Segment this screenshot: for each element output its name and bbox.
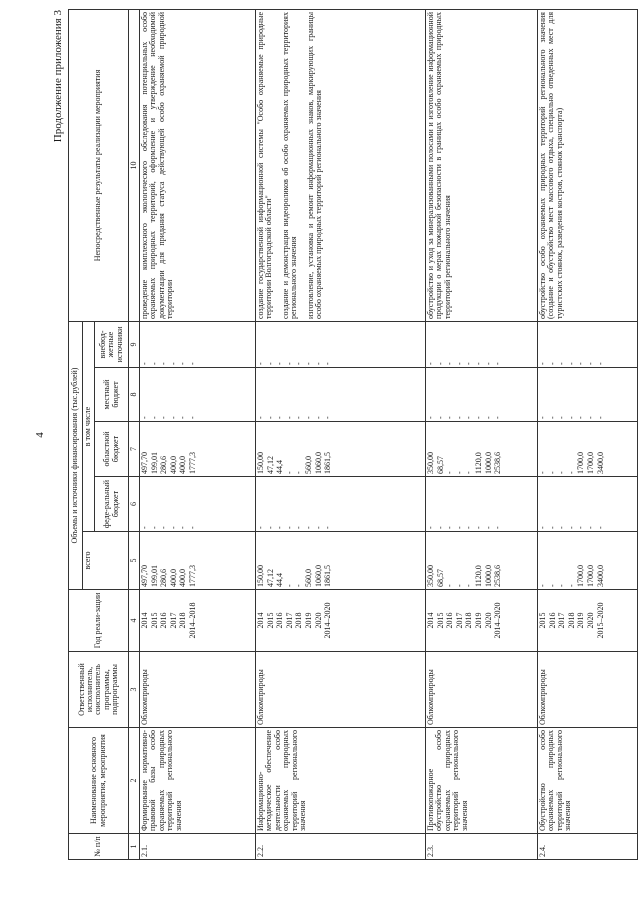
total-value: -: [454, 584, 464, 587]
year-value: 2020: [313, 612, 323, 629]
header-results: Непосредственные результаты реализации мероприятия: [69, 10, 129, 322]
federal-value: -: [483, 526, 493, 529]
local-value: -: [454, 416, 464, 419]
year-value: 2019: [473, 612, 483, 629]
column-number: 4: [129, 590, 140, 652]
federal-value: -: [265, 526, 275, 529]
federal-cell: [538, 477, 638, 532]
federal-value: -: [566, 526, 576, 529]
local-value: -: [284, 416, 294, 419]
local-value: -: [585, 416, 595, 419]
year-value: 2020: [585, 612, 595, 629]
extra-value: -: [576, 362, 586, 365]
header-no: № п/п: [69, 834, 129, 860]
result-paragraph: создание и демонстрация видеороликов об особо охраняемых природных территориях регионального значения: [280, 12, 299, 319]
executor-cell: Облкомприроды: [426, 652, 538, 728]
local-value: -: [426, 416, 435, 419]
local-value: -: [576, 416, 586, 419]
header-executor: Ответственный исполнитель, соисполнитель программы, подпрограммы: [69, 652, 129, 728]
federal-value: -: [187, 526, 197, 529]
year-value: 2015: [538, 612, 547, 629]
extra-value: -: [265, 362, 275, 365]
local-value: -: [256, 416, 265, 419]
regional-value: 350,00: [426, 452, 435, 474]
total-value: -: [464, 584, 474, 587]
year-value: 2018: [178, 612, 188, 629]
federal-value: -: [303, 526, 313, 529]
year-value: 2016: [159, 612, 169, 629]
total-value: 68,57: [435, 569, 445, 587]
extra-value: -: [454, 362, 464, 365]
local-value: -: [313, 416, 323, 419]
year-value: 2014–2020: [323, 602, 333, 639]
measure-name: Обустройство особо охраняемых природных территорий регионального значения: [538, 728, 638, 834]
result-paragraph: изготовление, установка и ремонт информационных знаков, маркирующих границы особо охраняемых природных территорий регионального значения: [305, 12, 323, 319]
total-value: 1700,0: [576, 565, 586, 587]
year-value: 2017: [168, 612, 178, 629]
regional-value: 1120,0: [473, 452, 483, 474]
federal-value: -: [149, 526, 159, 529]
row-number: 2.3.: [426, 834, 538, 860]
extra-value: -: [303, 362, 313, 365]
row-number: 2.4.: [538, 834, 638, 860]
year-cell: [426, 590, 538, 652]
regional-cell: [538, 422, 638, 477]
header-federal: феде-ральный бюджет: [95, 477, 129, 532]
local-value: -: [168, 416, 178, 419]
column-number: 5: [129, 532, 140, 590]
federal-value: -: [454, 526, 464, 529]
header-year: Год реали-зации: [69, 590, 129, 652]
total-value: 1777,3: [187, 565, 197, 587]
year-value: 2016: [445, 612, 455, 629]
regional-cell: [140, 422, 256, 477]
extra-value: -: [187, 362, 197, 365]
extra-value: -: [426, 362, 435, 365]
local-value: -: [538, 416, 547, 419]
result-paragraph: создание государственной информационной системы "Особо охраняемые природные территории Волгоградской области": [256, 12, 274, 319]
extra-value: -: [256, 362, 265, 365]
extra-value: -: [168, 362, 178, 365]
federal-value: -: [313, 526, 323, 529]
total-value: -: [294, 584, 304, 587]
total-value: -: [557, 584, 567, 587]
local-value: -: [493, 416, 503, 419]
total-value: -: [284, 584, 294, 587]
local-value: -: [275, 416, 285, 419]
header-financing: Объемы и источники финансирования (тыс.рублей): [69, 322, 83, 590]
regional-cell: [426, 422, 538, 477]
federal-value: -: [159, 526, 169, 529]
regional-value: 44,4: [275, 460, 285, 474]
extra-cell: [256, 322, 426, 368]
total-value: -: [445, 584, 455, 587]
federal-value: -: [323, 526, 333, 529]
page-number: 4: [34, 432, 46, 438]
local-value: -: [473, 416, 483, 419]
local-value: -: [159, 416, 169, 419]
regional-value: 47,12: [265, 456, 275, 474]
extra-value: -: [493, 362, 503, 365]
regional-cell: [256, 422, 426, 477]
local-value: -: [303, 416, 313, 419]
extra-cell: [426, 322, 538, 368]
table-row: [538, 10, 638, 860]
local-value: -: [140, 416, 149, 419]
year-cell: [256, 590, 426, 652]
result-paragraph: обустройство особо охраняемых природных территорий регионального значения (создание и обустройство мест массового отдыха, специально отведенных мест для туристских стоянок, разведения костров, стоянок транспорта): [538, 12, 564, 319]
federal-value: -: [284, 526, 294, 529]
extra-value: -: [435, 362, 445, 365]
regional-value: 400,0: [168, 456, 178, 474]
regional-value: -: [538, 471, 547, 474]
local-value: -: [265, 416, 275, 419]
results-cell: [538, 10, 638, 322]
extra-cell: [140, 322, 256, 368]
extra-value: -: [585, 362, 595, 365]
extra-value: -: [323, 362, 333, 365]
regional-value: -: [547, 471, 557, 474]
year-value: 2018: [464, 612, 474, 629]
local-value: -: [445, 416, 455, 419]
extra-value: -: [140, 362, 149, 365]
header-extra: внебюд-жетные источники: [95, 322, 129, 368]
regional-value: 1777,3: [187, 452, 197, 474]
local-value: -: [483, 416, 493, 419]
total-value: 280,6: [159, 569, 169, 587]
extra-value: -: [149, 362, 159, 365]
column-number: 1: [129, 834, 140, 860]
row-number: 2.1.: [140, 834, 256, 860]
year-value: 2014–2018: [187, 602, 197, 639]
extra-value: -: [538, 362, 547, 365]
extra-value: -: [566, 362, 576, 365]
total-value: 1700,0: [585, 565, 595, 587]
total-cell: [256, 532, 426, 590]
table-row: [426, 10, 538, 860]
year-value: 2018: [566, 612, 576, 629]
executor-cell: Облкомприроды: [538, 652, 638, 728]
total-value: 1060,0: [313, 565, 323, 587]
total-value: 400,0: [168, 569, 178, 587]
year-value: 2017: [284, 612, 294, 629]
local-value: -: [547, 416, 557, 419]
column-number: 7: [129, 422, 140, 477]
total-value: 1000,0: [483, 565, 493, 587]
regional-value: -: [557, 471, 567, 474]
header-total: всего: [83, 532, 129, 590]
column-number: 10: [129, 10, 140, 322]
year-value: 2015–2020: [595, 602, 605, 639]
regional-value: 280,6: [159, 456, 169, 474]
total-cell: [140, 532, 256, 590]
regional-value: -: [294, 471, 304, 474]
extra-value: -: [313, 362, 323, 365]
total-cell: [426, 532, 538, 590]
year-value: 2020: [483, 612, 493, 629]
regional-value: 560,0: [303, 456, 313, 474]
federal-value: -: [435, 526, 445, 529]
rotated-page: [30, 10, 630, 860]
total-cell: [538, 532, 638, 590]
federal-value: -: [576, 526, 586, 529]
federal-cell: [140, 477, 256, 532]
year-value: 2014: [426, 612, 435, 629]
federal-value: -: [445, 526, 455, 529]
federal-value: -: [473, 526, 483, 529]
year-value: 2017: [557, 612, 567, 629]
column-number: 9: [129, 322, 140, 368]
federal-value: -: [557, 526, 567, 529]
executor-cell: Облкомприроды: [256, 652, 426, 728]
federal-cell: [256, 477, 426, 532]
program-table: [68, 9, 638, 860]
row-number: 2.2.: [256, 834, 426, 860]
regional-value: 497,70: [140, 452, 149, 474]
measure-name: Информационно-методическое обеспечение деятельности особо охраняемых природных территорий регионального значения: [256, 728, 426, 834]
federal-value: -: [178, 526, 188, 529]
total-value: 350,00: [426, 565, 435, 587]
regional-value: 150,00: [256, 452, 265, 474]
local-value: -: [595, 416, 605, 419]
regional-value: 68,57: [435, 456, 445, 474]
federal-value: -: [140, 526, 149, 529]
column-number: 8: [129, 368, 140, 422]
header-incl: в том числе: [83, 322, 95, 532]
federal-value: -: [256, 526, 265, 529]
local-value: -: [435, 416, 445, 419]
year-value: 2014–2020: [493, 602, 503, 639]
regional-value: 400,0: [178, 456, 188, 474]
table-row: [256, 10, 426, 860]
year-value: 2018: [294, 612, 304, 629]
appendix-subtitle: Продолжение приложения 3: [52, 10, 64, 143]
regional-value: -: [454, 471, 464, 474]
results-cell: [256, 10, 426, 322]
table-row: [140, 10, 256, 860]
extra-value: -: [275, 362, 285, 365]
local-cell: [256, 368, 426, 422]
total-value: 400,0: [178, 569, 188, 587]
regional-value: -: [445, 471, 455, 474]
extra-value: -: [284, 362, 294, 365]
year-value: 2019: [303, 612, 313, 629]
total-value: -: [566, 584, 576, 587]
extra-value: -: [595, 362, 605, 365]
federal-value: -: [464, 526, 474, 529]
federal-value: -: [294, 526, 304, 529]
federal-value: -: [547, 526, 557, 529]
federal-value: -: [538, 526, 547, 529]
local-cell: [426, 368, 538, 422]
year-value: 2016: [547, 612, 557, 629]
year-value: 2017: [454, 612, 464, 629]
header-name: Наименование основного мероприятия, мероприятия: [69, 728, 129, 834]
federal-value: -: [426, 526, 435, 529]
measure-name: Противопожарное обустройство особо охраняемых природных территорий регионального значения: [426, 728, 538, 834]
total-value: -: [538, 584, 547, 587]
regional-value: -: [464, 471, 474, 474]
extra-value: -: [547, 362, 557, 365]
year-value: 2016: [275, 612, 285, 629]
total-value: 560,0: [303, 569, 313, 587]
regional-value: 1000,0: [483, 452, 493, 474]
header-local: местный бюджет: [95, 368, 129, 422]
total-value: 1861,5: [323, 565, 333, 587]
year-value: 2019: [576, 612, 586, 629]
column-number: 6: [129, 477, 140, 532]
header-regional: областной бюджет: [95, 422, 129, 477]
extra-value: -: [159, 362, 169, 365]
local-value: -: [557, 416, 567, 419]
regional-value: 1060,0: [313, 452, 323, 474]
year-cell: [538, 590, 638, 652]
year-value: 2015: [265, 612, 275, 629]
extra-value: -: [464, 362, 474, 365]
total-value: 47,12: [265, 569, 275, 587]
year-value: 2014: [256, 612, 265, 629]
regional-value: -: [284, 471, 294, 474]
total-value: 44,4: [275, 573, 285, 587]
extra-value: -: [483, 362, 493, 365]
extra-value: -: [294, 362, 304, 365]
result-paragraph: проведение комплексного экологического обследования потенциальных особо охраняемых природных территорий, оформление и утверждение необходимой документации для придания статуса действующей особо охраняемой природной территории: [140, 12, 175, 319]
year-value: 2014: [140, 612, 149, 629]
total-value: 199,01: [149, 565, 159, 587]
local-cell: [140, 368, 256, 422]
results-cell: [140, 10, 256, 322]
total-value: 2538,6: [493, 565, 503, 587]
total-value: -: [547, 584, 557, 587]
extra-value: -: [473, 362, 483, 365]
local-value: -: [566, 416, 576, 419]
column-number: 3: [129, 652, 140, 728]
regional-value: -: [566, 471, 576, 474]
executor-cell: Облкомприроды: [140, 652, 256, 728]
regional-value: 2538,6: [493, 452, 503, 474]
local-value: -: [294, 416, 304, 419]
local-value: -: [464, 416, 474, 419]
regional-value: 1700,0: [576, 452, 586, 474]
extra-cell: [538, 322, 638, 368]
regional-value: 1700,0: [585, 452, 595, 474]
local-value: -: [178, 416, 188, 419]
local-value: -: [149, 416, 159, 419]
federal-value: -: [585, 526, 595, 529]
regional-value: 1861,5: [323, 452, 333, 474]
total-value: 3400,0: [595, 565, 605, 587]
total-value: 150,00: [256, 565, 265, 587]
total-value: 497,70: [140, 565, 149, 587]
year-value: 2015: [149, 612, 159, 629]
results-cell: [426, 10, 538, 322]
extra-value: -: [445, 362, 455, 365]
extra-value: -: [557, 362, 567, 365]
year-value: 2015: [435, 612, 445, 629]
extra-value: -: [178, 362, 188, 365]
total-value: 1120,0: [473, 565, 483, 587]
regional-value: 3400,0: [595, 452, 605, 474]
column-number: 2: [129, 728, 140, 834]
local-value: -: [323, 416, 333, 419]
federal-value: -: [168, 526, 178, 529]
measure-name: Формирование нормативно-правовой базы особо охраняемых природных территорий регионального значения: [140, 728, 256, 834]
local-value: -: [187, 416, 197, 419]
federal-value: -: [275, 526, 285, 529]
federal-value: -: [595, 526, 605, 529]
federal-cell: [426, 477, 538, 532]
federal-value: -: [493, 526, 503, 529]
local-cell: [538, 368, 638, 422]
regional-value: 199,01: [149, 452, 159, 474]
year-cell: [140, 590, 256, 652]
result-paragraph: обустройство и уход за минерализованными полосами и изготовление информационной продукции о мерах пожарной безопасности в границах особо охраняемых природных территорий регионального значения: [426, 12, 452, 319]
